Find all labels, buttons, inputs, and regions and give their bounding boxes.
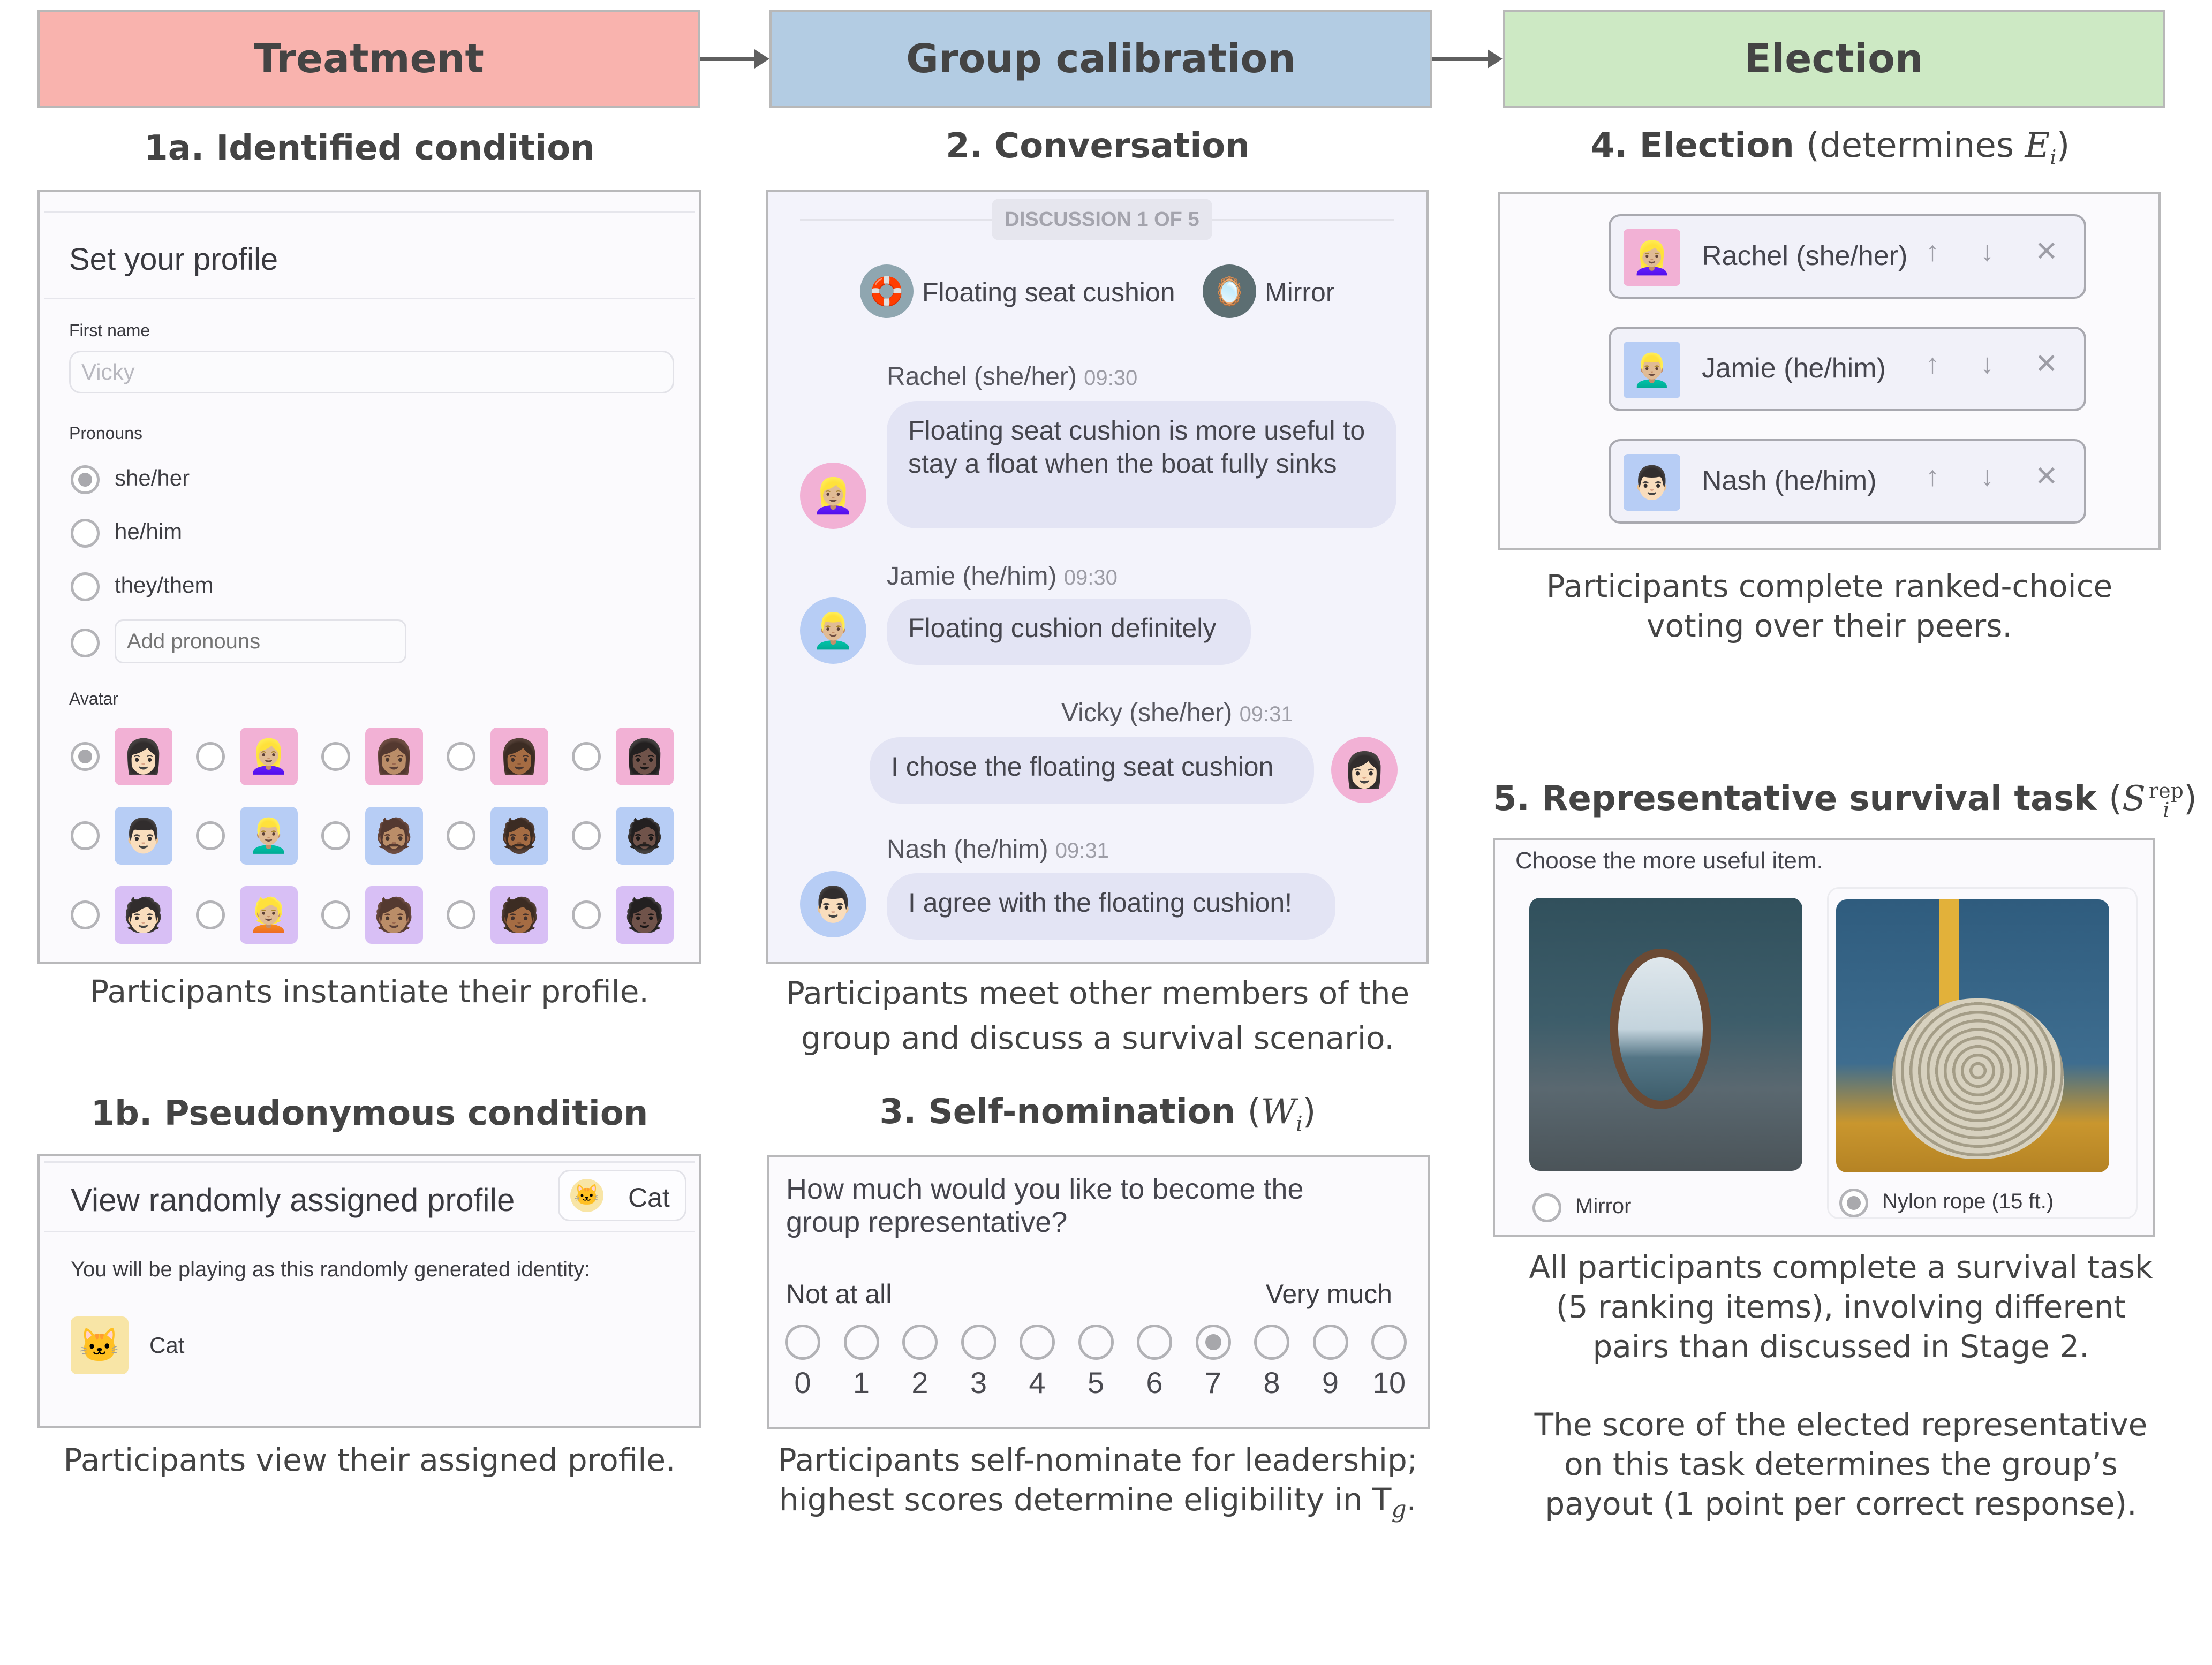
stage-label: Group calibration: [906, 36, 1296, 82]
candidate-avatar-icon: 👱🏼‍♂️: [1624, 342, 1680, 398]
candidate-row[interactable]: [1609, 439, 2086, 524]
avatar-radio[interactable]: [447, 742, 475, 771]
avatar-radio[interactable]: [572, 821, 601, 850]
self-nomination-card: [767, 1155, 1430, 1429]
section-title-identified: 1a. Identified condition: [144, 128, 595, 168]
caption-conversation: [766, 971, 1430, 1061]
avatar: [1331, 737, 1398, 803]
caption-line: payout (1 point per correct response).: [1545, 1486, 2137, 1522]
message-sender: [887, 835, 1109, 864]
section-title-pseudonymous: 1b. Pseudonymous condition: [90, 1094, 648, 1133]
math-superscript: rep: [2148, 779, 2184, 803]
stage-label: Treatment: [254, 36, 484, 82]
card-divider: [44, 211, 695, 213]
mirror-radio[interactable]: [1532, 1193, 1561, 1222]
avatar-option-icon[interactable]: 👩🏻: [115, 728, 172, 785]
avatar: [800, 597, 866, 664]
floating-cushion-icon: [860, 264, 914, 318]
scale-radio-4[interactable]: [1020, 1325, 1055, 1360]
caption-self-nomination: [766, 1440, 1430, 1530]
section-title-survival: 5. Representative survival task (S rep i ): [1493, 779, 2197, 822]
scale-number: 8: [1263, 1366, 1280, 1399]
survival-task-card: [1493, 838, 2155, 1237]
math-subscript: i: [1296, 1111, 1303, 1136]
avatar-radio[interactable]: [572, 900, 601, 929]
avatar-radio[interactable]: [447, 900, 475, 929]
caption-election: [1498, 566, 2161, 646]
discussion-badge: DISCUSSION 1 OF 5: [992, 199, 1212, 240]
scale-number: 5: [1087, 1366, 1105, 1399]
pronoun-radio-she-her[interactable]: [71, 465, 100, 494]
math-subscript: i: [2163, 798, 2170, 822]
avatar-option-icon[interactable]: 🧑🏻: [115, 886, 172, 944]
sender-name: Vicky (she/her): [1061, 699, 1233, 727]
add-pronouns-input[interactable]: [115, 619, 406, 663]
scale-radio-5[interactable]: [1078, 1325, 1114, 1360]
remove-icon[interactable]: ✕: [2035, 236, 2058, 267]
conversation-card: [766, 190, 1429, 964]
caption-line: All participants complete a survival task: [1529, 1249, 2153, 1285]
scale-high-label: Very much: [1265, 1279, 1392, 1309]
avatar-radio[interactable]: [71, 742, 100, 771]
caption-line: The score of the elected representative: [1534, 1406, 2148, 1443]
cat-icon: 🐱: [71, 1316, 129, 1374]
avatar-radio[interactable]: [196, 821, 225, 850]
scale-radio-7[interactable]: [1196, 1325, 1231, 1360]
avatar-radio[interactable]: [321, 900, 350, 929]
scale-radio-0[interactable]: [785, 1325, 820, 1360]
move-up-icon[interactable]: ↑: [1926, 236, 1939, 267]
message-time: 09:31: [1055, 839, 1109, 862]
avatar-option-icon[interactable]: 🧑🏿: [616, 886, 674, 944]
profile-card-title: Set your profile: [69, 242, 278, 277]
identity-badge: [558, 1170, 686, 1221]
section-title-self-nomination: 3. Self-nomination $(W_i)$: [879, 1092, 1316, 1136]
avatar: [800, 871, 866, 937]
message-bubble: I agree with the floating cushion!: [887, 873, 1335, 940]
scale-number: 7: [1204, 1366, 1222, 1399]
item-thumb: 🛟: [869, 276, 904, 307]
avatar-option-icon[interactable]: 👱🏼: [240, 886, 298, 944]
avatar-radio[interactable]: [572, 742, 601, 771]
remove-icon[interactable]: ✕: [2035, 461, 2058, 492]
caption-line: Participants meet other members of the: [786, 975, 1410, 1011]
avatar-option-icon[interactable]: 👨🏻: [115, 807, 172, 865]
mirror-icon: [1203, 264, 1256, 318]
pole-shape: [1939, 899, 1959, 1017]
caption-line: Participants self-nominate for leadership;: [777, 1442, 1418, 1478]
pseudonymous-profile-card: [37, 1154, 701, 1428]
stage-label: Election: [1744, 36, 1923, 82]
caption-line: voting over their peers.: [1647, 608, 2012, 644]
mirror-icon: [1610, 949, 1711, 1109]
item-label-floating-cushion: Floating seat cushion: [922, 277, 1175, 307]
pseudonymous-body-text: You will be playing as this randomly generated identity:: [71, 1258, 591, 1281]
card-divider: [44, 298, 695, 299]
message-time: 09:30: [1063, 566, 1118, 589]
arrow-icon: [1432, 57, 1489, 61]
avatar-radio[interactable]: [321, 821, 350, 850]
avatar-option-icon[interactable]: 🧔🏿: [616, 807, 674, 865]
option-label: Mirror: [1575, 1194, 1632, 1218]
item-label-mirror: Mirror: [1265, 277, 1335, 307]
avatar-option-icon[interactable]: 👱🏼‍♀️: [240, 728, 298, 785]
scale-radio-1[interactable]: [844, 1325, 879, 1360]
pronoun-label: she/her: [115, 465, 190, 490]
stage-treatment: [37, 10, 700, 108]
avatar-radio[interactable]: [447, 821, 475, 850]
scale-number: 0: [794, 1366, 811, 1399]
cat-icon: 🐱: [570, 1179, 603, 1212]
scale-radio-6[interactable]: [1137, 1325, 1172, 1360]
scale-number: 3: [970, 1366, 987, 1399]
nylon-rope-radio[interactable]: [1839, 1189, 1868, 1217]
sender-name: Rachel (she/her): [887, 362, 1077, 391]
candidate-avatar-icon: 👱🏼‍♀️: [1624, 229, 1680, 286]
scale-number: 9: [1322, 1366, 1339, 1399]
math-symbol: S: [2122, 779, 2146, 819]
avatar-option-icon[interactable]: 🧑🏾: [490, 886, 548, 944]
avatar-icon: 👨🏻: [812, 884, 855, 924]
avatar-option-icon[interactable]: 🧔🏾: [490, 807, 548, 865]
rope-icon: [1892, 998, 2064, 1159]
option-label: Nylon rope (15 ft.): [1882, 1190, 2054, 1213]
message-bubble: Floating seat cushion is more useful to stay a float when the boat fully sinks: [887, 401, 1396, 528]
scale-number: 10: [1372, 1366, 1406, 1399]
move-down-icon[interactable]: ↓: [1980, 349, 1994, 380]
title-text: 5. Representative survival task: [1493, 779, 2097, 819]
caption-line: group and discuss a survival scenario.: [801, 1020, 1394, 1056]
avatar-radio[interactable]: [71, 900, 100, 929]
message-bubble: I chose the floating seat cushion: [870, 737, 1314, 804]
caption-line: [766, 1480, 1430, 1530]
scale-radio-10[interactable]: [1371, 1325, 1407, 1360]
item-thumb: 🪞: [1212, 276, 1247, 307]
pronoun-label: they/them: [115, 572, 214, 597]
stage-election: [1503, 10, 2165, 108]
candidate-name: Jamie (he/him): [1702, 353, 1886, 384]
pronoun-radio-they-them[interactable]: [71, 572, 100, 601]
mirror-image: [1529, 898, 1802, 1171]
caption-identified: Participants instantiate their profile.: [90, 973, 649, 1010]
first-name-label: First name: [69, 321, 150, 340]
caption-pseudonymous: Participants view their assigned profile.: [63, 1442, 676, 1478]
scale-number: 6: [1146, 1366, 1163, 1399]
title-text: ): [2056, 126, 2070, 165]
card-divider: [44, 1231, 695, 1232]
badge-label: Cat: [628, 1183, 670, 1213]
pronoun-label: he/him: [115, 519, 183, 544]
math-subscript: g: [1391, 1495, 1407, 1523]
scale-number: 2: [911, 1366, 928, 1399]
title-text: (determines: [1806, 126, 2025, 165]
avatar-label: Avatar: [69, 689, 118, 708]
rope-image: [1836, 899, 2109, 1172]
pronoun-radio-he-him[interactable]: [71, 519, 100, 548]
profile-card: [37, 190, 701, 964]
title-text: 4. Election: [1590, 126, 1794, 165]
remove-icon[interactable]: ✕: [2035, 349, 2058, 380]
move-up-icon[interactable]: ↑: [1926, 349, 1939, 380]
move-down-icon[interactable]: ↓: [1980, 236, 1994, 267]
pseudonymous-card-title: View randomly assigned profile: [71, 1182, 515, 1218]
caption-survival: [1493, 1247, 2189, 1524]
candidate-row[interactable]: [1609, 327, 2086, 411]
avatar-radio[interactable]: [321, 742, 350, 771]
avatar-option-icon[interactable]: 👩🏾: [490, 728, 548, 785]
avatar: [800, 463, 866, 529]
option-mirror[interactable]: [1506, 883, 1795, 1220]
message-time: 09:31: [1239, 702, 1293, 726]
sender-name: Nash (he/him): [887, 835, 1048, 864]
survival-prompt: Choose the more useful item.: [1515, 847, 1823, 874]
avatar-icon: 👱🏼‍♀️: [812, 476, 855, 515]
self-nomination-question: How much would you like to become the group representative?: [786, 1173, 1304, 1238]
title-suffix: [1806, 126, 2070, 169]
scale-radio-3[interactable]: [961, 1325, 996, 1360]
title-text: 3. Self-nomination: [879, 1092, 1236, 1132]
avatar-option-icon[interactable]: 🧑🏽: [365, 886, 423, 944]
candidate-name: Nash (he/him): [1702, 465, 1877, 496]
math-symbol: E: [2025, 126, 2050, 165]
avatar-option-icon[interactable]: 👩🏽: [365, 728, 423, 785]
card-divider: [44, 1161, 695, 1163]
scale-radio-9[interactable]: [1313, 1325, 1348, 1360]
math-symbol: W: [1260, 1092, 1296, 1132]
move-down-icon[interactable]: ↓: [1980, 461, 1994, 492]
avatar-option-icon[interactable]: 👩🏿: [616, 728, 674, 785]
avatar-option-icon[interactable]: 👱🏼‍♂️: [240, 807, 298, 865]
caption-text: .: [1406, 1481, 1417, 1518]
caption-line: Participants complete ranked-choice: [1546, 568, 2113, 604]
move-up-icon[interactable]: ↑: [1926, 461, 1939, 492]
message-sender: [1061, 698, 1293, 728]
scale-radio-2[interactable]: [902, 1325, 938, 1360]
caption-line: pairs than discussed in Stage 2.: [1592, 1328, 2089, 1365]
sender-name: Jamie (he/him): [887, 562, 1057, 591]
pronoun-radio-custom[interactable]: [71, 629, 100, 657]
caption-text: highest scores determine eligibility in T: [779, 1481, 1392, 1518]
avatar-radio[interactable]: [196, 742, 225, 771]
section-title-election: [1498, 126, 2162, 169]
identity-name: Cat: [149, 1333, 185, 1358]
scale-radio-8[interactable]: [1254, 1325, 1289, 1360]
pronouns-label: Pronouns: [69, 423, 142, 443]
option-nylon-rope[interactable]: [1827, 887, 2138, 1219]
message-sender: [887, 362, 1137, 391]
election-card: [1498, 192, 2161, 550]
message-bubble: Floating cushion definitely: [887, 599, 1251, 665]
scale-low-label: Not at all: [786, 1279, 892, 1309]
candidate-row[interactable]: [1609, 214, 2086, 299]
avatar-radio[interactable]: [196, 900, 225, 929]
avatar-option-icon[interactable]: 🧔🏽: [365, 807, 423, 865]
arrow-icon: [700, 57, 756, 61]
candidate-avatar-icon: 👨🏻: [1624, 454, 1680, 511]
scale-number: 4: [1029, 1366, 1046, 1399]
math-subscript: i: [2050, 145, 2057, 169]
avatar-radio[interactable]: [71, 821, 100, 850]
message-time: 09:30: [1084, 366, 1138, 390]
avatar-icon: 👱🏼‍♂️: [812, 611, 855, 650]
first-name-input[interactable]: [69, 351, 674, 393]
caption-line: on this task determines the group’s: [1564, 1446, 2118, 1482]
caption-line: (5 ranking items), involving different: [1556, 1289, 2126, 1325]
section-title-conversation: 2. Conversation: [946, 126, 1250, 166]
scale-number: 1: [852, 1366, 870, 1399]
candidate-name: Rachel (she/her): [1702, 240, 1908, 271]
message-sender: [887, 562, 1118, 591]
avatar-icon: 👩🏻: [1343, 750, 1386, 789]
stage-group-calibration: [769, 10, 1432, 108]
